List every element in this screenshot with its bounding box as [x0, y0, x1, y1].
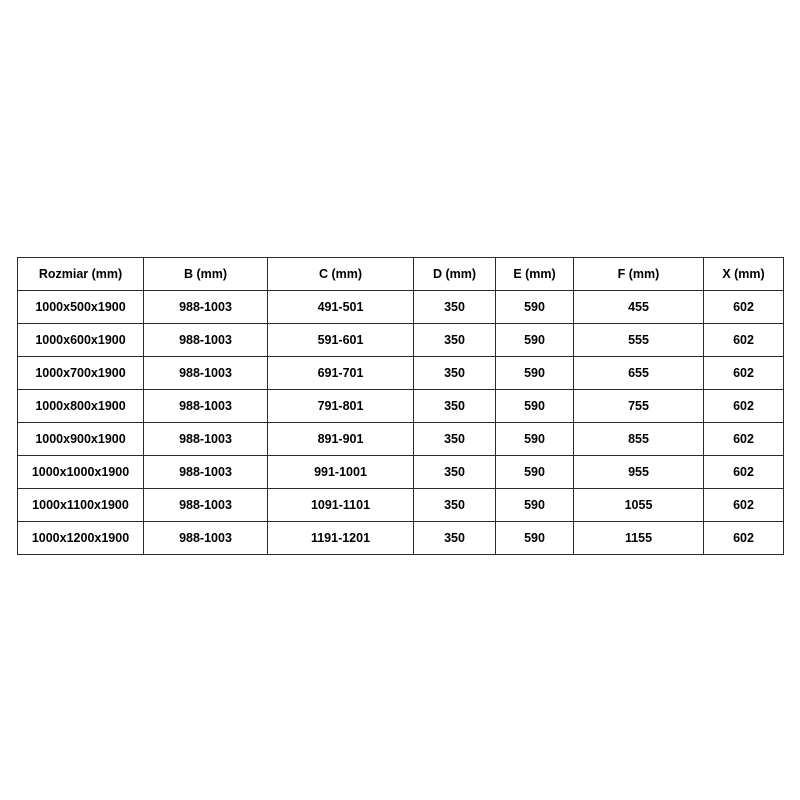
cell-e: 590	[496, 324, 574, 357]
cell-e: 590	[496, 390, 574, 423]
column-header-x: X (mm)	[704, 258, 784, 291]
cell-f: 1055	[574, 489, 704, 522]
cell-d: 350	[414, 456, 496, 489]
cell-rozmiar: 1000x600x1900	[18, 324, 144, 357]
cell-e: 590	[496, 291, 574, 324]
cell-e: 590	[496, 423, 574, 456]
cell-rozmiar: 1000x800x1900	[18, 390, 144, 423]
cell-x: 602	[704, 357, 784, 390]
cell-c: 991-1001	[268, 456, 414, 489]
cell-b: 988-1003	[144, 291, 268, 324]
cell-d: 350	[414, 390, 496, 423]
dimensions-table	[17, 257, 784, 555]
cell-e: 590	[496, 357, 574, 390]
cell-rozmiar: 1000x900x1900	[18, 423, 144, 456]
cell-c: 591-601	[268, 324, 414, 357]
cell-c: 1091-1101	[268, 489, 414, 522]
cell-c: 491-501	[268, 291, 414, 324]
cell-c: 791-801	[268, 390, 414, 423]
cell-b: 988-1003	[144, 423, 268, 456]
cell-e: 590	[496, 456, 574, 489]
cell-x: 602	[704, 423, 784, 456]
table-header-row	[18, 258, 784, 291]
cell-x: 602	[704, 522, 784, 555]
cell-c: 691-701	[268, 357, 414, 390]
column-header-c: C (mm)	[268, 258, 414, 291]
table-row	[18, 489, 784, 522]
cell-rozmiar: 1000x500x1900	[18, 291, 144, 324]
cell-f: 455	[574, 291, 704, 324]
table-body	[18, 291, 784, 555]
cell-e: 590	[496, 522, 574, 555]
cell-x: 602	[704, 456, 784, 489]
table-row	[18, 324, 784, 357]
cell-b: 988-1003	[144, 390, 268, 423]
cell-b: 988-1003	[144, 456, 268, 489]
cell-f: 855	[574, 423, 704, 456]
dimensions-table-container	[17, 257, 783, 555]
table-row	[18, 291, 784, 324]
cell-b: 988-1003	[144, 489, 268, 522]
cell-rozmiar: 1000x1200x1900	[18, 522, 144, 555]
column-header-b: B (mm)	[144, 258, 268, 291]
cell-x: 602	[704, 324, 784, 357]
cell-d: 350	[414, 489, 496, 522]
cell-d: 350	[414, 357, 496, 390]
column-header-f: F (mm)	[574, 258, 704, 291]
cell-rozmiar: 1000x700x1900	[18, 357, 144, 390]
table-row	[18, 390, 784, 423]
table-row	[18, 423, 784, 456]
column-header-rozmiar: Rozmiar (mm)	[18, 258, 144, 291]
cell-x: 602	[704, 489, 784, 522]
table-header	[18, 258, 784, 291]
cell-b: 988-1003	[144, 324, 268, 357]
cell-f: 655	[574, 357, 704, 390]
cell-f: 755	[574, 390, 704, 423]
cell-rozmiar: 1000x1100x1900	[18, 489, 144, 522]
table-row	[18, 357, 784, 390]
cell-c: 891-901	[268, 423, 414, 456]
cell-d: 350	[414, 522, 496, 555]
cell-f: 555	[574, 324, 704, 357]
table-row	[18, 522, 784, 555]
cell-f: 955	[574, 456, 704, 489]
cell-c: 1191-1201	[268, 522, 414, 555]
column-header-e: E (mm)	[496, 258, 574, 291]
cell-e: 590	[496, 489, 574, 522]
column-header-d: D (mm)	[414, 258, 496, 291]
cell-b: 988-1003	[144, 522, 268, 555]
cell-d: 350	[414, 423, 496, 456]
cell-d: 350	[414, 324, 496, 357]
cell-rozmiar: 1000x1000x1900	[18, 456, 144, 489]
cell-x: 602	[704, 291, 784, 324]
cell-x: 602	[704, 390, 784, 423]
cell-f: 1155	[574, 522, 704, 555]
cell-d: 350	[414, 291, 496, 324]
cell-b: 988-1003	[144, 357, 268, 390]
table-row	[18, 456, 784, 489]
